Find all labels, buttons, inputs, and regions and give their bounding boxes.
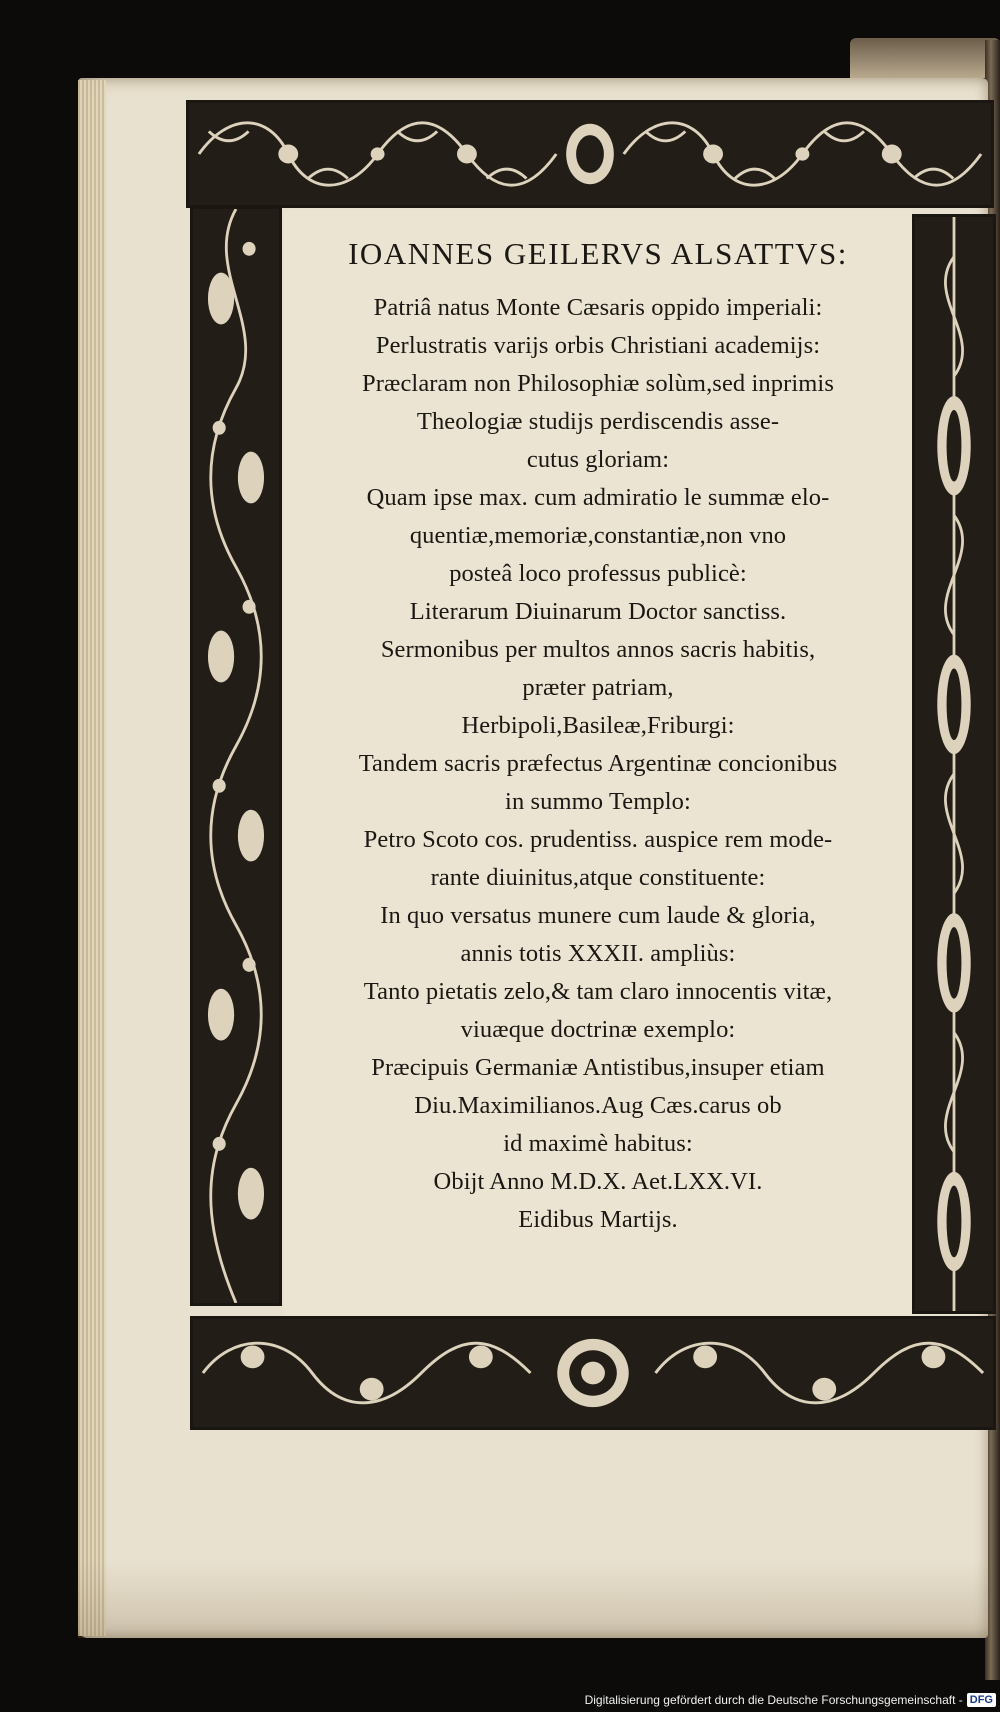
text-line: posteâ loco professus publicè: — [449, 560, 747, 587]
text-line: Præcipuis Germaniæ Antistibus,insuper etiam — [371, 1054, 825, 1081]
text-line: Herbipoli,Basileæ,Friburgi: — [461, 712, 735, 739]
text-line: Sermonibus per multos annos sacris habitis, — [380, 636, 816, 663]
text-line: id maximè habitus: — [503, 1130, 693, 1157]
ornamental-border-right — [912, 214, 996, 1314]
ornamental-border-left — [190, 206, 282, 1306]
text-line: rante diuinitus,atque constituente: — [430, 864, 766, 891]
text-line: Eidibus Martijs. — [518, 1206, 678, 1233]
text-line: viuæque doctrinæ exemplo: — [460, 1016, 736, 1043]
text-line: Quam ipse max. cum admiratio le summæ elo- — [366, 484, 830, 511]
text-line: In quo versatus munere cum laude & gloria, — [380, 902, 816, 929]
text-line: in summo Templo: — [505, 788, 691, 815]
text-line: Tandem sacris præfectus Argentinæ concionibus — [358, 750, 838, 777]
footer-text: Digitalisierung gefördert durch die Deutsche Forschungsgemeinschaft - — [584, 1693, 963, 1707]
text-block — [284, 210, 912, 1316]
dfg-logo: DFG — [967, 1693, 996, 1707]
text-line: cutus gloriam: — [526, 446, 670, 473]
page-leaves — [78, 80, 106, 1636]
text-line: Literarum Diuinarum Doctor sanctiss. — [409, 598, 787, 625]
text-line: Obijt Anno M.D.X. Aet.LXX.VI. — [433, 1168, 763, 1195]
text-line: Theologiæ studijs perdiscendis asse- — [416, 408, 780, 435]
text-line: Petro Scoto cos. prudentiss. auspice rem mode- — [363, 826, 833, 853]
ornamental-border-top — [186, 100, 994, 208]
page-shadow — [78, 1560, 988, 1638]
digitization-footer — [585, 1688, 1000, 1712]
text-line: Patriâ natus Monte Cæsaris oppido imperiali: — [373, 294, 823, 321]
text-line: annis totis XXXII. ampliùs: — [460, 940, 736, 967]
heading-line: IOANNES GEILERVS ALSATTVS: — [348, 236, 848, 271]
text-line: præter patriam, — [522, 674, 674, 701]
text-line: Præclaram non Philosophiæ solùm,sed inprimis — [362, 370, 834, 397]
text-line: quentiæ,memoriæ,constantiæ,non vno — [409, 522, 787, 549]
text-line: Diu.Maximilianos.Aug Cæs.carus ob — [414, 1092, 782, 1119]
text-line: Tanto pietatis zelo,& tam claro innocentis vitæ, — [363, 978, 833, 1005]
book-edge-top — [850, 38, 1000, 78]
ornamental-border-bottom — [190, 1316, 996, 1430]
text-line: Perlustratis varijs orbis Christiani academijs: — [375, 332, 821, 359]
